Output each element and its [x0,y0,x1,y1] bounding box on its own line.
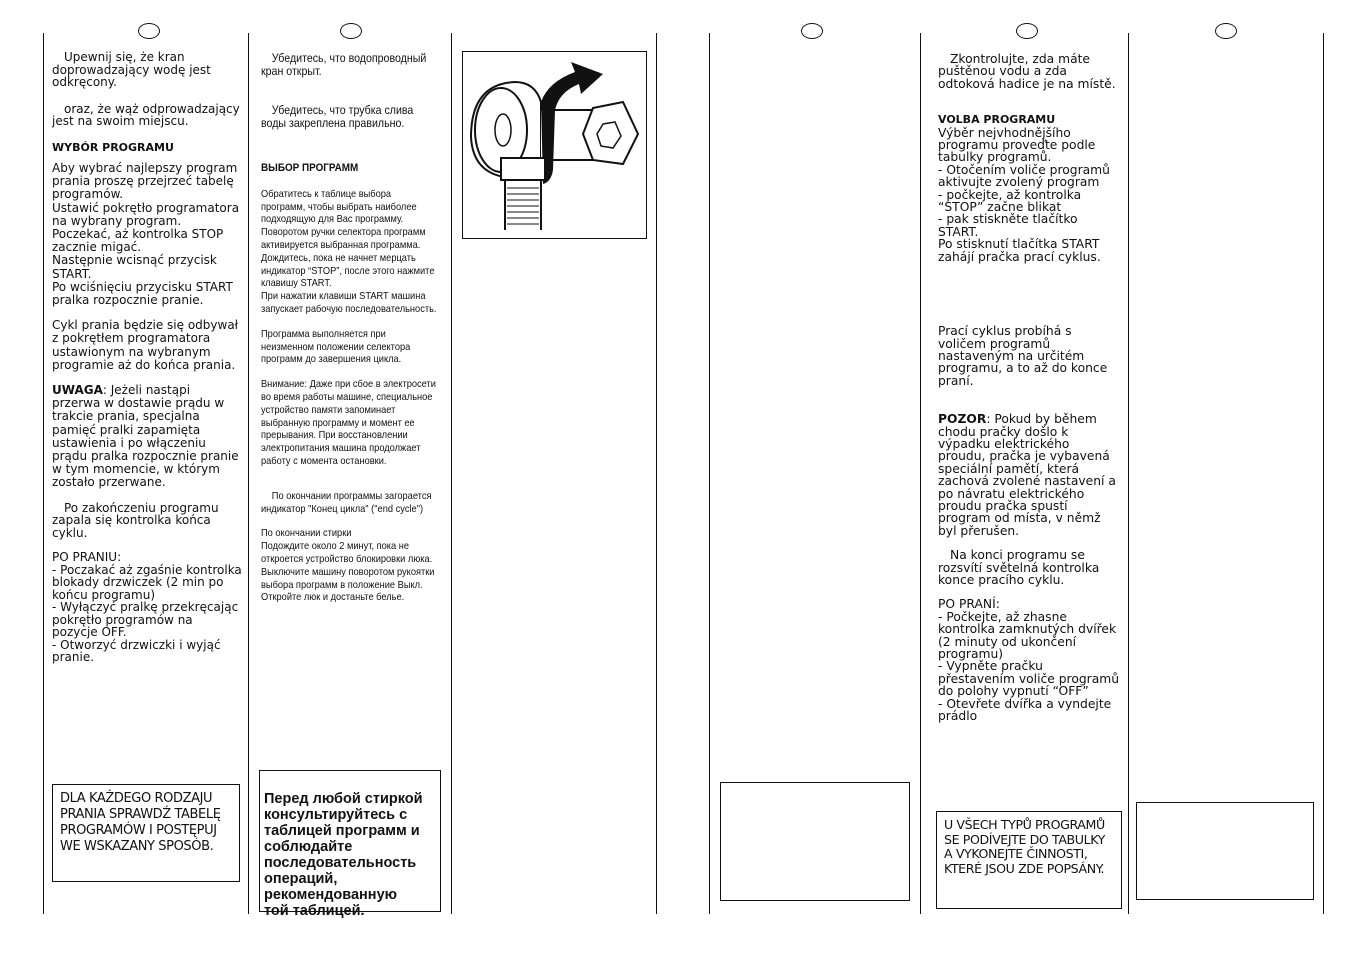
polish-warning [52,384,242,490]
polish-notice-text: DLA KAŻDEGO RODZAJU PRANIA SPRAWDŹ TABELĘ PROGRAMÓW I POSTĘPUJ WE WSKAZANY SPOSÓB. [60,791,221,854]
russian-paragraph: Программа выполняется при неизменном положении селектора программ до завершения цикла. [261,328,411,366]
column-divider [43,33,44,914]
czech-paragraph: Na konci programu se rozsvítí světelná kontrolka konce pracího cyklu. [938,548,1100,587]
column-divider [248,33,249,914]
polish-paragraph: Upewnij się, że kran doprowadzający wodę jest odkręcony. [52,50,211,89]
polish-warning-text: : Jeżeli nastąpi przerwa w dostawie prądu w trakcie prania, specjalna pamięć pralki zapamięta ustawienia i po włączeniu prądu pralka rozpocznie pranie w tym momencie, w którym zostało przerwane. [52,383,239,490]
russian-notice-box [259,770,441,919]
empty-frame [720,782,910,901]
polish-paragraph: Aby wybrać najlepszy program prania proszę przejrzeć tabelę programów. Ustawić pokrętło programatora na wybrany program. Poczekać, aż kontrolka STOP zacznie migać. Następnie wcisnąć przycisk START. Po wciśnięciu przycisku START pralka rozpocznie pranie. [52,161,240,308]
czech-warning-text: : Pokud by během chodu pračky došlo k výpadku elektrického proudu, pračka je vybavená speciální pamětí, která zachová zvolené nastavení a po návratu elektrického proudu pračka spustí program od místa, v němž byl přerušen. [938,412,1116,538]
russian-paragraph: Обратитесь к таблице выбора программ, чтобы выбрать наиболее подходящую для Вас программу. Поворотом ручки селектора программ активируется выбранная программа. Дождитесь, пока не начнет мерцать индикатор “STOP”, после этого нажмите клавишу START. При нажатии клавиши START машина запускает рабочую последовательность. [261,188,437,315]
polish-paragraph: Po zakończeniu programu zapala się kontrolka końca cyklu. [52,500,219,540]
czech-notice-text: U VŠECH TYPŮ PROGRAMŮ SE PODÍVEJTE DO TABULKY A VYKONEJTE ČINNOSTI, KTERÉ JSOU ZDE POPSÁNY. [944,817,1105,876]
language-marker-oval [1215,23,1237,39]
czech-paragraph: Výběr nejvhodnějšího programu proveďte podle tabulky programů. - Otočením voliče programů aktivujte zvolený program - počkejte, až kontrolka “STOP” začne blikat - pak stiskněte tlačítko START. Po stisknutí tlačítka START zahájí pračka prací cyklus. [938,125,1110,264]
column-divider [920,33,921,914]
polish-after-wash: PO PRANIU: - Poczakać aż zgaśnie kontrolka blokady drzwiczek (2 min po końcu programu) - Wyłączyć pralkę przekręcając pokrętło programów na pozycje OFF. - Otworzyć drzwiczki i wyjąć pranie. [52,550,242,665]
polish-heading: WYBÓR PROGRAMU [52,140,174,154]
russian-column [261,52,437,617]
water-tap-drawing [463,52,646,238]
czech-heading: VOLBA PROGRAMU [938,113,1056,127]
polish-paragraph: Cykl prania będzie się odbywał z pokrętłem programatora ustawionym na wybranym programie aż do końca prania. [52,318,239,372]
czech-notice-box [936,811,1122,909]
russian-paragraph: По окончании программы загорается индикатор "Конец цикла" ("end cycle") [261,490,432,515]
column-divider [1323,33,1324,914]
column-divider [656,33,657,914]
czech-after-wash: PO PRANÍ: - Počkejte, až zhasne kontrolka zamknutých dvířek (2 minuty od ukončení programu) - Vypněte pračku přestavením voliče programů do polohy vypnutí “OFF” - Otevřete dvířka a vyndejte prádlo [938,597,1120,724]
czech-paragraph: Prací cyklus probíhá s voličem programů nastaveným na určitém programu, a to až do konce praní. [938,324,1108,388]
polish-warning-label: UWAGA [52,383,103,398]
language-marker-oval [1016,23,1038,39]
polish-column [52,51,242,676]
russian-heading: ВЫБОР ПРОГРАММ [261,162,359,174]
language-marker-oval [801,23,823,39]
empty-frame [1136,802,1314,900]
russian-paragraph: Убедитесь, что водопроводный кран открыт. [261,51,427,78]
czech-paragraph: Zkontrolujte, zda máte puštěnou vodu a zda odtoková hadice je na místě. [938,52,1116,91]
czech-warning-label: POZOR [938,412,987,427]
russian-warning: Внимание: Даже при сбое в электросети во время работы машине, специальное устройство памяти запоминает выбранную программу и момент ее прерывания. При восстановлении электропитания машина продолжает работу с момента остановки. [261,379,436,467]
russian-notice-text: Перед любой стиркой консультируйтесь с таблицей программ и соблюдайте последовательность операций, рекомендованную той таблицей. [264,791,423,919]
column-divider [451,33,452,914]
column-divider [709,33,710,914]
russian-paragraph: Убедитесь, что трубка слива воды закреплена правильно. [261,103,414,130]
polish-notice-box [52,784,240,882]
language-marker-oval [340,23,362,39]
polish-paragraph: oraz, że wąż odprowadzający jest na swoim miejscu. [52,101,240,128]
water-tap-illustration [462,51,647,239]
czech-column [938,53,1120,734]
language-marker-oval [138,23,160,39]
russian-after-wash: По окончании стирки Подождите около 2 минут, пока не откроется устройство блокировки люка. Выключите машину поворотом рукоятки выбора программ в положение Выкл. Откройте люк и достаньте белье. [261,528,435,604]
column-divider [1128,33,1129,914]
czech-warning [938,413,1120,537]
